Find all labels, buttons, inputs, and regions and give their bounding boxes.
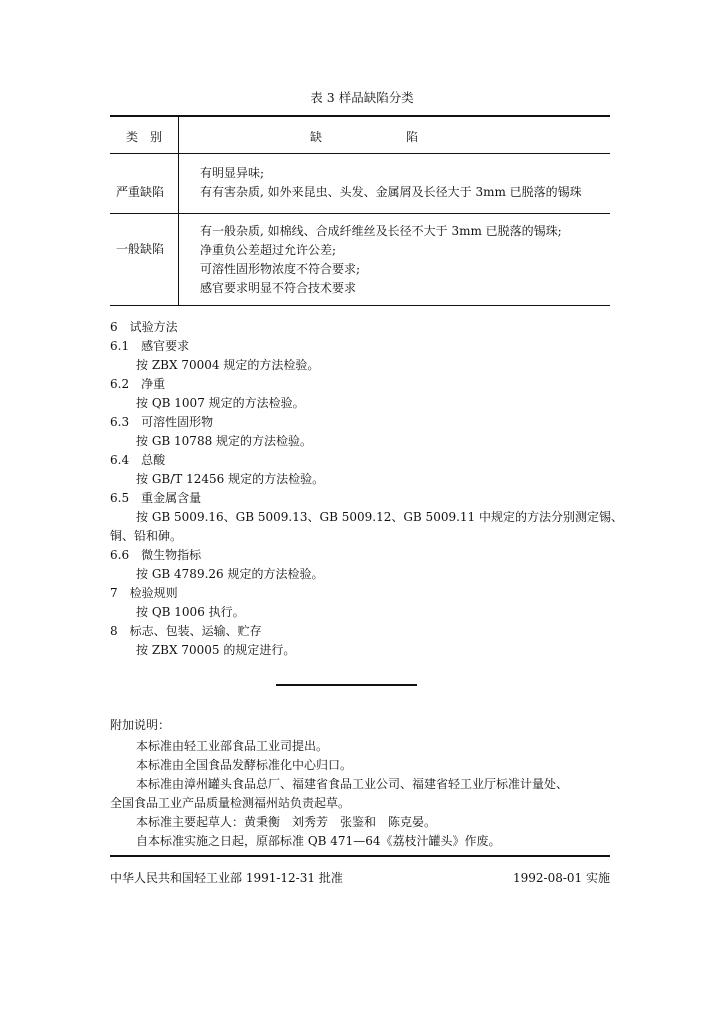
notes-title: 附加说明： [110, 718, 171, 732]
end-separator [276, 684, 417, 686]
section-6-6-text: 按 GB 4789.26 规定的方法检验。 [136, 567, 324, 581]
footer-approval: 中华人民共和国轻工业部 1991-12-31 批准 [110, 871, 343, 885]
section-6-3-heading: 6.3 可溶性固形物 [110, 415, 214, 429]
section-8-text: 按 ZBX 70005 的规定进行。 [136, 643, 296, 657]
section-6-4-text: 按 GB/T 12456 规定的方法检验。 [136, 472, 325, 486]
row-severe-category: 严重缺陷 [116, 185, 165, 199]
table-bottom-rule [110, 305, 610, 306]
row-general-item-1: 有一般杂质, 如棉线、合成纤维丝及长径不大于 3mm 已脱落的锡珠; [200, 224, 562, 238]
section-6-heading: 6 试验方法 [110, 320, 178, 334]
footer-rule [110, 855, 610, 857]
notes-line-4: 本标准主要起草人：黄秉衡 刘秀芳 张鉴和 陈克晏。 [136, 815, 437, 829]
notes-line-3: 本标准由漳州罐头食品总厂、福建省食品工业公司、福建省轻工业厅标准计量处、 [136, 777, 569, 791]
notes-line-3-cont: 全国食品工业产品质量检测福州站负责起草。 [110, 796, 351, 810]
section-6-4-heading: 6.4 总酸 [110, 453, 166, 467]
notes-line-5: 自本标准实施之日起，原部标准 QB 471—64《荔枝汁罐头》作废。 [136, 834, 501, 848]
section-8-heading: 8 标志、包装、运输、贮存 [110, 624, 262, 638]
section-7-heading: 7 检验规则 [110, 586, 178, 600]
table-column-divider [178, 117, 179, 305]
footer-effective-date: 1992-08-01 实施 [512, 871, 610, 885]
section-6-5-text-cont: 铜、铅和砷。 [110, 529, 183, 543]
row-general-item-2: 净重负公差超过允许公差; [200, 243, 337, 257]
section-7-text: 按 QB 1006 执行。 [136, 605, 245, 619]
header-defect: 缺 陷 [310, 130, 419, 144]
row-severe-item-2: 有有害杂质, 如外来昆虫、头发、金属屑及长径大于 3mm 已脱落的锡珠 [200, 185, 582, 199]
table-caption: 表 3 样品缺陷分类 [310, 90, 414, 105]
notes-line-2: 本标准由全国食品发酵标准化中心归口。 [136, 758, 353, 772]
section-6-1-heading: 6.1 感官要求 [110, 339, 190, 353]
section-6-5-heading: 6.5 重金属含量 [110, 491, 202, 505]
table-row-rule [110, 213, 610, 214]
row-severe-item-1: 有明显异味; [200, 166, 265, 180]
header-category: 类 别 [126, 130, 163, 144]
notes-line-1: 本标准由轻工业部食品工业司提出。 [136, 739, 329, 753]
section-6-1-text: 按 ZBX 70004 规定的方法检验。 [136, 358, 320, 372]
table-top-rule [110, 115, 610, 117]
section-6-5-text: 按 GB 5009.16、GB 5009.13、GB 5009.12、GB 5009.11 中规定的方法分别测定锡、 [136, 510, 623, 524]
row-general-item-4: 感官要求明显不符合技术要求 [200, 281, 357, 295]
section-6-2-text: 按 QB 1007 规定的方法检验。 [136, 396, 305, 410]
section-6-2-heading: 6.2 净重 [110, 377, 166, 391]
row-general-category: 一般缺陷 [116, 242, 165, 256]
row-general-item-3: 可溶性固形物浓度不符合要求; [200, 262, 361, 276]
table-header-rule [110, 153, 610, 154]
section-6-3-text: 按 GB 10788 规定的方法检验。 [136, 434, 313, 448]
section-6-6-heading: 6.6 微生物指标 [110, 548, 202, 562]
